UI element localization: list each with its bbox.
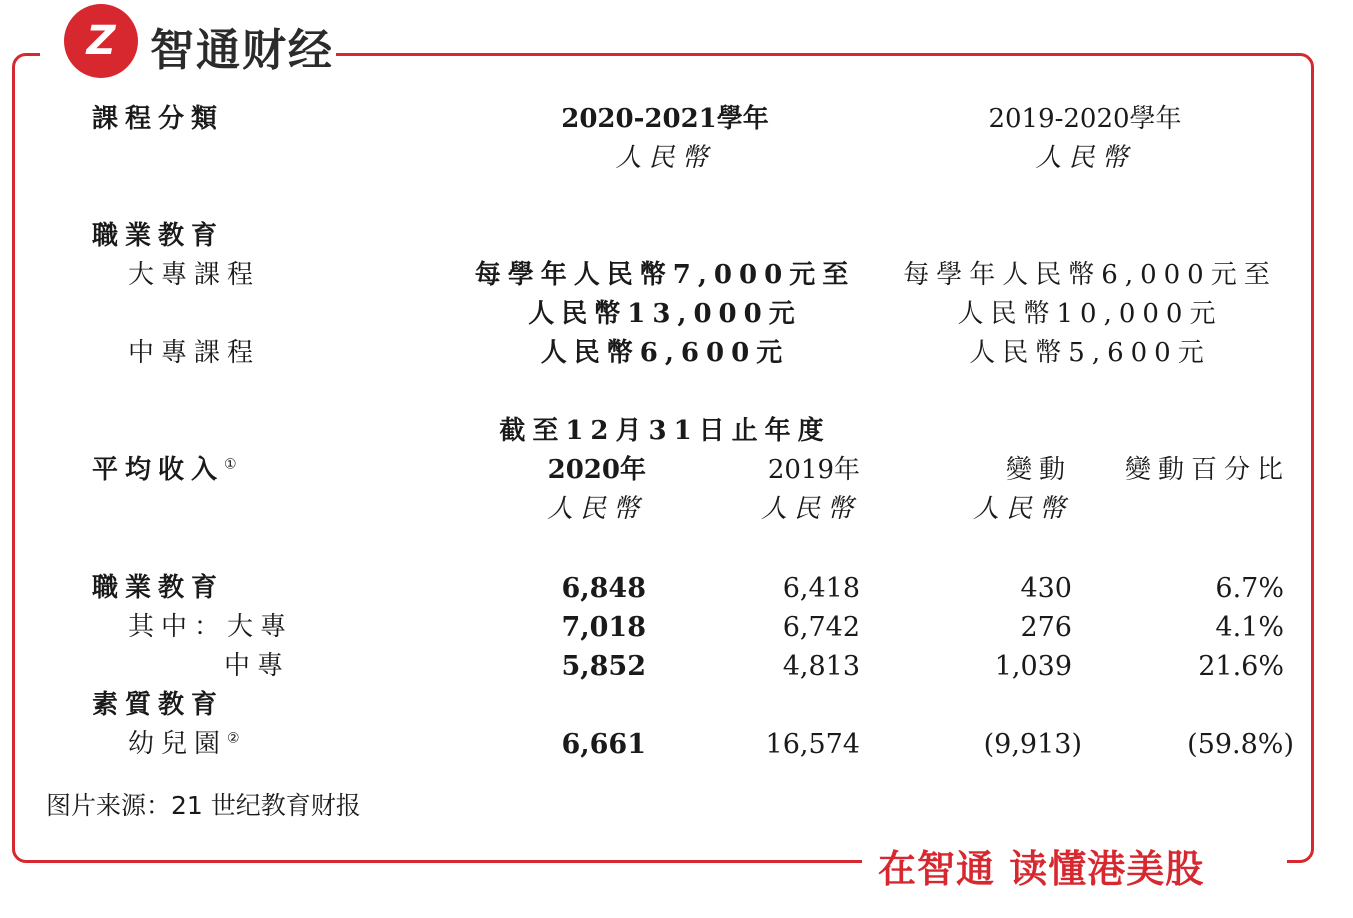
- fee-value: 人民幣6,600元: [540, 338, 790, 368]
- income-row-label: 幼兒園②: [128, 729, 247, 759]
- value-2020: 5,852: [561, 651, 646, 682]
- category-header: 課程分類: [92, 104, 225, 134]
- value-2019: 4,813: [782, 651, 860, 682]
- y2019-unit: 人民幣: [760, 494, 860, 524]
- col2-year-header: 2019-2020學年: [988, 104, 1182, 134]
- fee-value: 人民幣10,000元: [957, 299, 1223, 329]
- fee-value: 每學年人民幣6,000元至: [903, 260, 1277, 290]
- value-change-pct: 6.7%: [1215, 573, 1284, 604]
- value-change-pct: 21.6%: [1198, 651, 1284, 682]
- brand-name: 智通财经: [150, 25, 334, 76]
- period-header: 截至12月31日止年度: [499, 416, 831, 446]
- fee-value: 人民幣5,600元: [969, 338, 1211, 368]
- value-change-pct: (59.8%): [1187, 729, 1294, 760]
- value-2019: 16,574: [765, 729, 860, 760]
- y2019-header: 2019年: [767, 455, 860, 485]
- slogan: 在智通 读懂港美股: [878, 847, 1205, 891]
- change-pct-header: 變動百分比: [1124, 455, 1290, 485]
- col1-unit-header: 人民幣: [615, 143, 715, 173]
- value-change: 430: [1020, 573, 1072, 604]
- y2020-header: 2020年: [547, 455, 646, 485]
- value-2020: 6,661: [561, 729, 646, 760]
- source-caption: 图片来源：21 世纪教育财报: [46, 791, 361, 820]
- footnote-marker: ②: [227, 730, 247, 747]
- value-2020: 6,848: [561, 573, 646, 604]
- income-section-label: 素質教育: [92, 690, 225, 720]
- income-row-label: 中專: [224, 651, 291, 681]
- value-2019: 6,742: [782, 612, 860, 643]
- fee-value: 人民幣13,000元: [528, 299, 802, 329]
- change-unit: 人民幣: [972, 494, 1072, 524]
- value-change-pct: 4.1%: [1215, 612, 1284, 643]
- col1-year-header: 2020-2021學年: [561, 104, 769, 134]
- income-row-label: 其中：大專: [128, 612, 294, 642]
- fee-row-label: 大專課程: [128, 260, 261, 290]
- income-label: 平均收入①: [92, 455, 244, 485]
- fee-row-label: 中專課程: [128, 338, 261, 368]
- value-change: (9,913): [983, 729, 1082, 760]
- brand-logo-icon: Z: [64, 4, 138, 78]
- value-change: 276: [1020, 612, 1072, 643]
- fee-section-label: 職業教育: [92, 221, 225, 251]
- fee-value: 每學年人民幣7,000元至: [474, 260, 856, 290]
- value-2020: 7,018: [561, 612, 646, 643]
- footnote-marker: ①: [224, 456, 244, 473]
- value-2019: 6,418: [782, 573, 860, 604]
- income-row-label: 職業教育: [92, 573, 225, 603]
- value-change: 1,039: [994, 651, 1072, 682]
- col2-unit-header: 人民幣: [1035, 143, 1135, 173]
- y2020-unit: 人民幣: [546, 494, 646, 524]
- change-header: 變動: [1005, 455, 1072, 485]
